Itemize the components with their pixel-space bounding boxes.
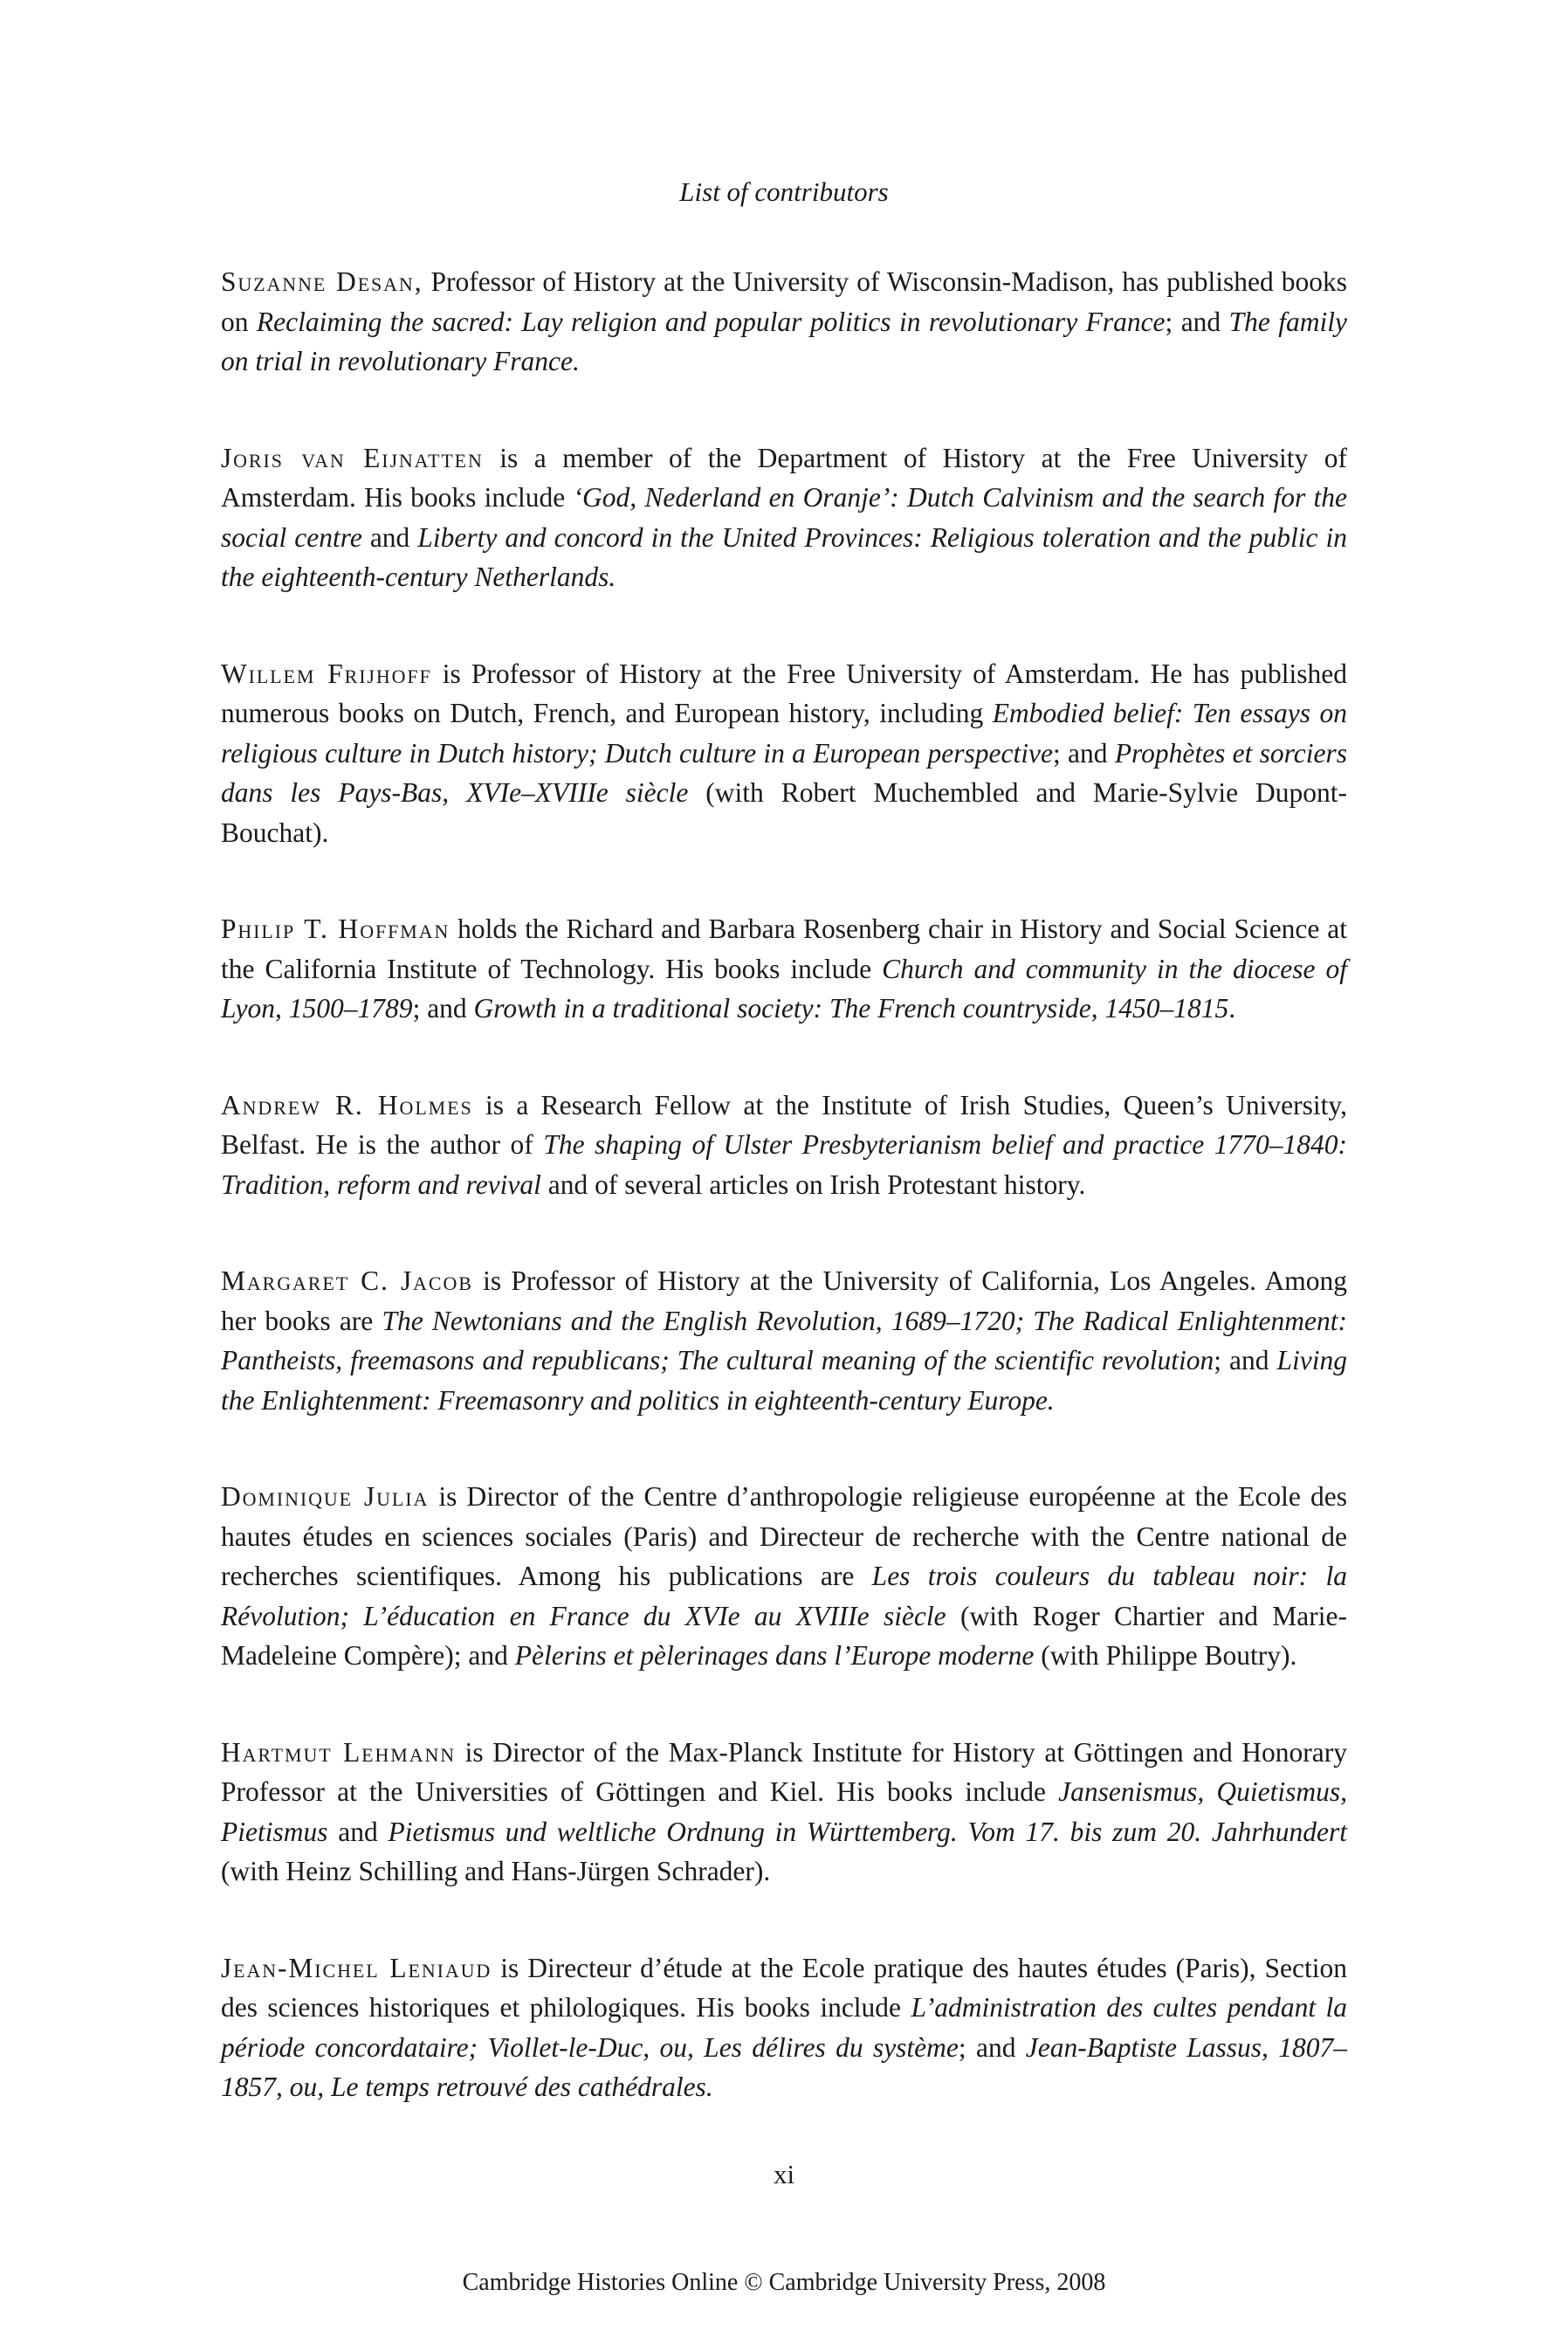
publication-title: Reclaiming the sacred: Lay religion and popular politics in revolutionary France [256,306,1166,337]
bio-text: is a Research Fellow at the Institute of Irish Studies, Queen’s University, Belfast. He is the author of [221,1089,1347,1160]
bio-text: and of several articles on Irish Protestant history. [540,1169,1086,1200]
bio-text: (with Robert Muchembled and Marie-Sylvie Dupont-Bouchat). [221,777,1347,848]
publication-title: Prophètes et sorciers dans les Pays-Bas, XVIe–XVIIIe siècle [221,737,1347,808]
publication-title: The shaping of Ulster Presbyterianism belief and practice 1770–1840: Tradition, reform and revival [221,1129,1347,1200]
contributor-entry [221,1086,1347,1205]
contributor-name: Suzanne Desan, [221,266,423,297]
contributors-list [221,262,1347,2164]
publication-title: Jean-Baptiste Lassus, 1807–1857, ou, Le temps retrouvé des cathédrales. [221,2031,1347,2102]
publication-title: Pietismus und weltliche Ordnung in Württemberg. Vom 17. bis zum 20. Jahrhundert [388,1816,1347,1847]
contributor-name: Dominique Julia [221,1481,430,1512]
bio-text: ; and [1053,737,1115,769]
bio-text: and [327,1816,389,1847]
contributor-name: Jean-Michel Leniaud [221,1952,492,1983]
contributor-entry [221,438,1347,597]
publication-title: Growth in a traditional society: The French countryside, 1450–1815 [473,993,1229,1024]
publication-title: Les trois couleurs du tableau noir: la Révolution; L’éducation en France du XVIe au XVIIIe siècle [221,1561,1347,1631]
contributor-name: Willem Frijhoff [221,658,432,689]
bio-text: ; and [412,993,474,1024]
bio-text: is Professor of History at the University of California, Los Angeles. Among her books are [221,1265,1347,1336]
publication-title: Jansenismus, Quietismus, Pietismus [221,1776,1347,1847]
contributor-name: Margaret C. Jacob [221,1265,473,1296]
bio-text: (with Philippe Boutry). [1034,1640,1297,1671]
publication-title: Living the Enlightenment: Freemasonry and politics in eighteenth-century Europe. [221,1345,1347,1416]
contributor-name: Andrew R. Holmes [221,1089,473,1120]
contributor-entry [221,1261,1347,1420]
bio-text: ; and [1165,306,1229,337]
contributor-entry [221,262,1347,382]
bio-text: is Directeur d’étude at the Ecole pratique des hautes études (Paris), Section des sciences historiques et philologiques. His books include [221,1952,1347,2023]
bio-text: holds the Richard and Barbara Rosenberg chair in History and Social Science at the California Institute of Technology. His books include [221,914,1347,984]
bio-text: Professor of History at the University of Wisconsin-Madison, has published books on [221,266,1347,337]
bio-text: and [361,521,418,553]
page-number: xi [773,2159,795,2189]
contributor-name: Hartmut Lehmann [221,1736,457,1768]
bio-text: is a member of the Department of History at the Free University of Amsterdam. His books include [221,442,1347,513]
page-title: List of contributors [679,176,889,207]
contributor-entry [221,1733,1347,1892]
contributor-entry [221,654,1347,853]
contributor-entry [221,1948,1347,2107]
publication-title: Embodied belief: Ten essays on religious culture in Dutch history; Dutch culture in a European perspective [221,698,1347,769]
publication-title: ‘God, Nederland en Oranje’: Dutch Calvinism and the search for the social centre [221,482,1347,553]
publication-title: Liberty and concord in the United Provinces: Religious toleration and the public in the eighteenth-century Netherlands. [221,521,1347,592]
bio-text: ; and [1214,1345,1277,1375]
bio-text: is Professor of History at the Free University of Amsterdam. He has published numerous books on Dutch, French, and European history, including [221,658,1347,728]
bio-text: (with Heinz Schilling and Hans-Jürgen Schrader). [221,1856,771,1886]
publication-title: The family on trial in revolutionary France. [221,306,1347,376]
bio-text: . [1228,993,1236,1024]
contributor-entry [221,1477,1347,1676]
contributor-name: Joris van Eijnatten [221,442,484,473]
bio-text: (with Roger Chartier and Marie-Madeleine Compère); and [221,1600,1347,1671]
contributor-entry [221,909,1347,1029]
footer-copyright: Cambridge Histories Online © Cambridge University Press, 2008 [462,2269,1106,2296]
bio-text: is Director of the Max-Planck Institute for History at Göttingen and Honorary Professor at the Universities of Göttingen and Kiel. His books include [221,1736,1347,1807]
bio-text: is Director of the Centre d’anthropologie religieuse européenne at the Ecole des hautes études en sciences sociales (Paris) and Directeur de recherche with the Centre national de recherches scientifiques. Among his publications are [221,1481,1347,1591]
publication-title: Pèlerins et pèlerinages dans l’Europe moderne [514,1640,1035,1671]
bio-text: ; and [958,2031,1026,2063]
contributor-name: Philip T. Hoffman [221,914,450,944]
publication-title: The Newtonians and the English Revolution, 1689–1720; The Radical Enlightenment: Pantheists, freemasons and republicans; The cultural meaning of the scientific revolution [221,1305,1347,1375]
publication-title: Church and community in the diocese of Lyon, 1500–1789 [221,953,1348,1024]
publication-title: L’administration des cultes pendant la période concordataire; Viollet-le-Duc, ou, Les délires du système [221,1992,1348,2063]
